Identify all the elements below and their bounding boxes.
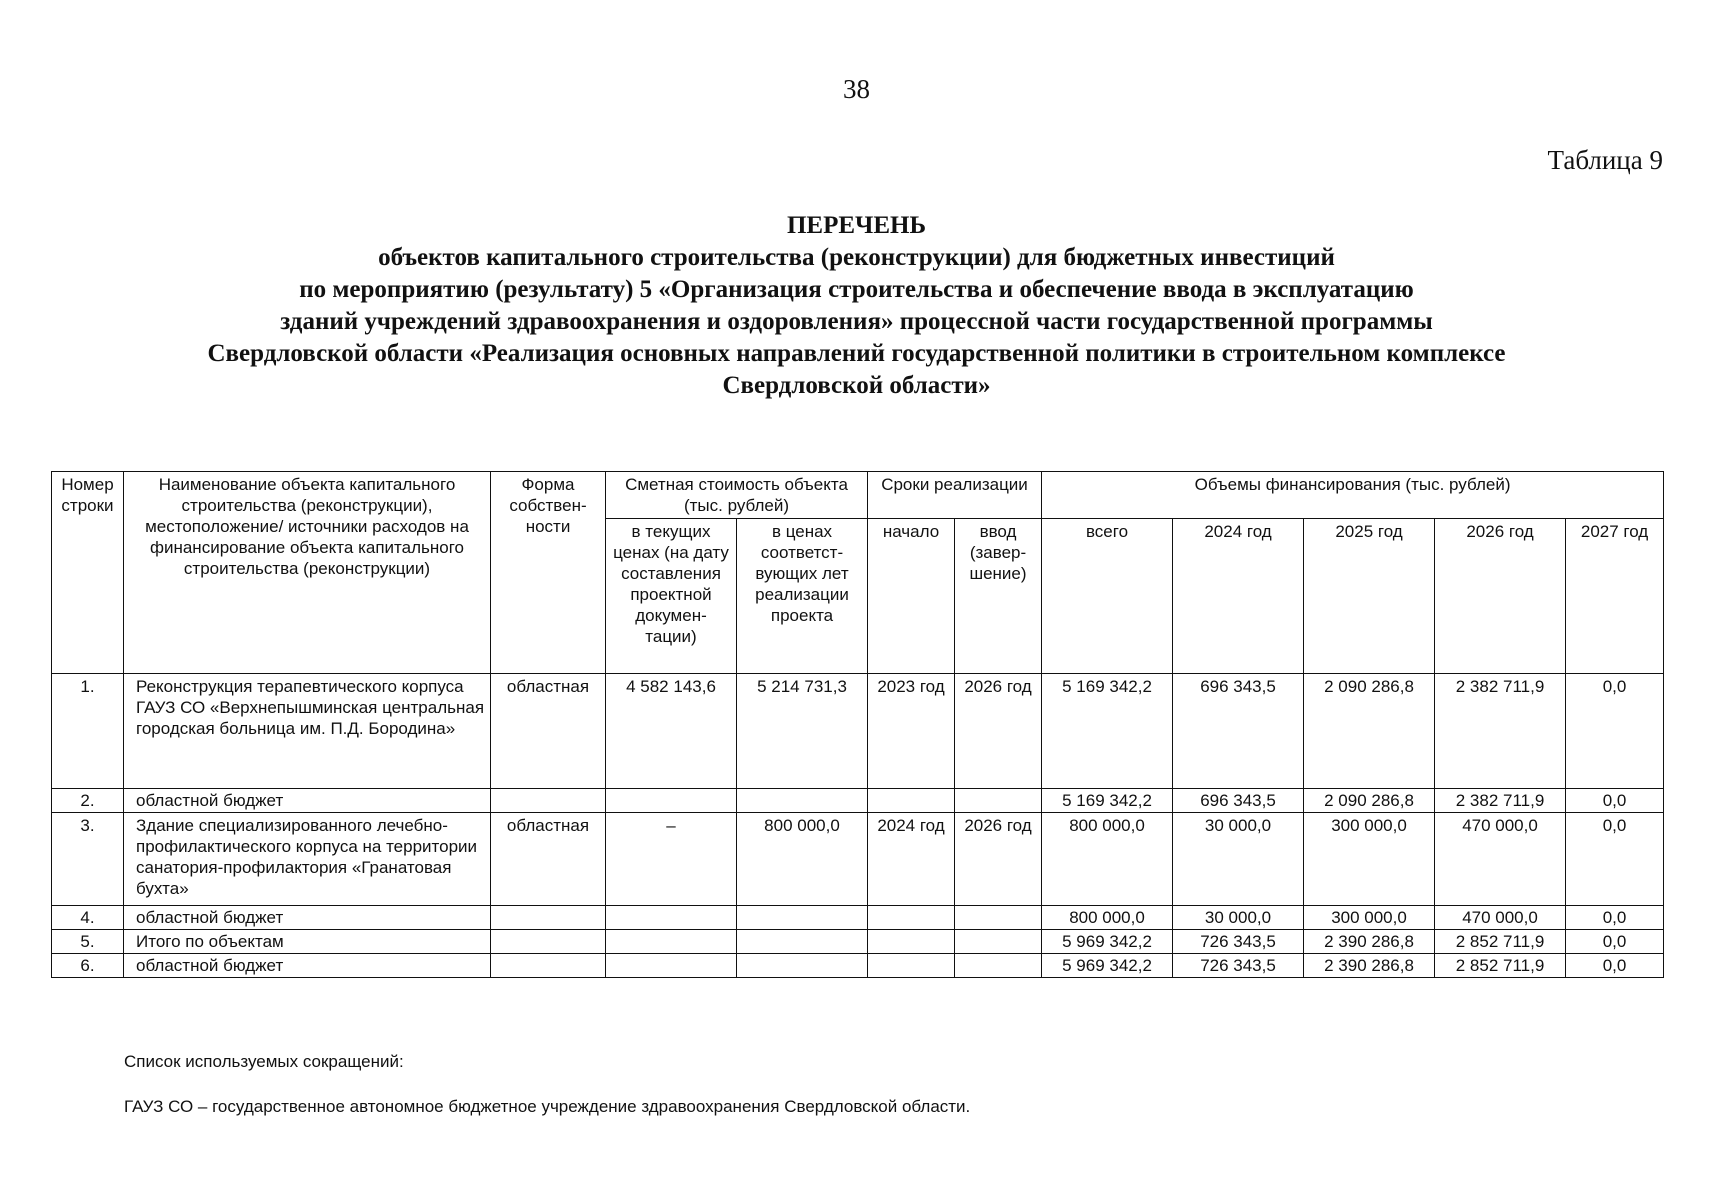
title-line: Свердловской области «Реализация основных направлений государственной политики в строительном комплексе (207, 340, 1506, 367)
cell-cost-years (737, 789, 868, 813)
title-line: объектов капитального строительства (реконструкции) для бюджетных инвестиций (378, 244, 1335, 271)
cell-2026: 470 000,0 (1435, 813, 1566, 906)
cell-2027: 0,0 (1566, 906, 1664, 930)
cell-start (868, 954, 955, 978)
table-row (52, 906, 1664, 930)
cell-2025: 2 390 286,8 (1304, 954, 1435, 978)
cell-cost-current (606, 789, 737, 813)
cell-2025: 300 000,0 (1304, 906, 1435, 930)
footnote-heading: Список используемых сокращений: (124, 1052, 404, 1071)
cell-ownership: областная (491, 674, 606, 789)
cell-2026: 2 852 711,9 (1435, 954, 1566, 978)
cell-2026: 2 382 711,9 (1435, 789, 1566, 813)
cell-2027: 0,0 (1566, 674, 1664, 789)
cell-num: 2. (52, 789, 124, 813)
page-number: 38 (843, 74, 870, 104)
footnote-abbreviation: ГАУЗ СО – государственное автономное бюджетное учреждение здравоохранения Свердловской области. (124, 1097, 971, 1116)
cell-cost-current (606, 930, 737, 954)
cell-cost-current (606, 954, 737, 978)
cell-2024: 30 000,0 (1173, 813, 1304, 906)
header-estimated-cost: Сметная стоимость объекта (тыс. рублей) (606, 472, 868, 519)
cell-2026: 470 000,0 (1435, 906, 1566, 930)
cell-num: 5. (52, 930, 124, 954)
header-total: всего (1042, 519, 1173, 674)
cell-start (868, 906, 955, 930)
cell-name: областной бюджет (124, 906, 491, 930)
cell-cost-years: 800 000,0 (737, 813, 868, 906)
header-row (52, 472, 1664, 519)
cell-cost-years (737, 954, 868, 978)
table-row (52, 789, 1664, 813)
cell-end (955, 954, 1042, 978)
cell-end (955, 789, 1042, 813)
document-title (40, 210, 1673, 402)
header-2024: 2024 год (1173, 519, 1304, 674)
cell-2024: 726 343,5 (1173, 954, 1304, 978)
table-label: Таблица 9 (1547, 145, 1663, 175)
cell-num: 1. (52, 674, 124, 789)
cell-end (955, 906, 1042, 930)
cell-2024: 696 343,5 (1173, 789, 1304, 813)
cell-2027: 0,0 (1566, 954, 1664, 978)
title-line: по мероприятию (результату) 5 «Организация строительства и обеспечение ввода в эксплуатацию (299, 276, 1414, 303)
cell-total: 5 169 342,2 (1042, 789, 1173, 813)
cell-2024: 30 000,0 (1173, 906, 1304, 930)
cell-total: 800 000,0 (1042, 813, 1173, 906)
cell-start: 2024 год (868, 813, 955, 906)
cell-name: областной бюджет (124, 954, 491, 978)
cell-cost-current: – (606, 813, 737, 906)
cell-ownership (491, 789, 606, 813)
header-cost-years: в ценах соответст- вующих лет реализации проекта (737, 519, 868, 674)
cell-2025: 2 090 286,8 (1304, 674, 1435, 789)
table-row (52, 930, 1664, 954)
cell-end: 2026 год (955, 674, 1042, 789)
cell-num: 3. (52, 813, 124, 906)
header-period-end: ввод (завер- шение) (955, 519, 1042, 674)
title-line: ПЕРЕЧЕНЬ (786, 212, 927, 239)
cell-total: 5 969 342,2 (1042, 930, 1173, 954)
header-2027: 2027 год (1566, 519, 1664, 674)
cell-ownership: областная (491, 813, 606, 906)
cell-2024: 726 343,5 (1173, 930, 1304, 954)
cell-end: 2026 год (955, 813, 1042, 906)
cell-2025: 2 090 286,8 (1304, 789, 1435, 813)
cell-2027: 0,0 (1566, 930, 1664, 954)
cell-cost-years: 5 214 731,3 (737, 674, 868, 789)
cell-total: 5 969 342,2 (1042, 954, 1173, 978)
cell-num: 4. (52, 906, 124, 930)
cell-ownership (491, 906, 606, 930)
cell-total: 5 169 342,2 (1042, 674, 1173, 789)
cell-cost-years (737, 930, 868, 954)
cell-2025: 2 390 286,8 (1304, 930, 1435, 954)
cell-2026: 2 382 711,9 (1435, 674, 1566, 789)
cell-cost-years (737, 906, 868, 930)
header-financing: Объемы финансирования (тыс. рублей) (1042, 472, 1664, 519)
cell-num: 6. (52, 954, 124, 978)
cell-total: 800 000,0 (1042, 906, 1173, 930)
header-2025: 2025 год (1304, 519, 1435, 674)
cell-2026: 2 852 711,9 (1435, 930, 1566, 954)
table-row (52, 674, 1664, 789)
cell-end (955, 930, 1042, 954)
header-row-number: Номер строки (52, 472, 124, 674)
header-cost-current: в текущих ценах (на дату составления проектной докумен- тации) (606, 519, 737, 674)
cell-cost-current: 4 582 143,6 (606, 674, 737, 789)
cell-name: Реконструкция терапевтического корпуса ГАУЗ СО «Верхнепышминская центральная городская больница им. П.Д. Бородина» (124, 674, 491, 789)
cell-name: Итого по объектам (124, 930, 491, 954)
header-2026: 2026 год (1435, 519, 1566, 674)
cell-2024: 696 343,5 (1173, 674, 1304, 789)
title-line: зданий учреждений здравоохранения и оздоровления» процессной части государственной программы (280, 308, 1433, 335)
cell-2027: 0,0 (1566, 789, 1664, 813)
cell-cost-current (606, 906, 737, 930)
cell-ownership (491, 954, 606, 978)
objects-table (51, 471, 1664, 978)
cell-name: Здание специализированного лечебно-профилактического корпуса на территории санатория-профилактория «Гранатовая бухта» (124, 813, 491, 906)
header-period-start: начало (868, 519, 955, 674)
cell-2025: 300 000,0 (1304, 813, 1435, 906)
cell-start: 2023 год (868, 674, 955, 789)
cell-ownership (491, 930, 606, 954)
header-periods: Сроки реализации (868, 472, 1042, 519)
cell-start (868, 930, 955, 954)
cell-2027: 0,0 (1566, 813, 1664, 906)
table-row (52, 813, 1664, 906)
cell-name: областной бюджет (124, 789, 491, 813)
header-name: Наименование объекта капитального строительства (реконструкции), местоположение/ источники расходов на финансирование объекта капитального строительства (реконструкции) (124, 472, 491, 674)
title-line: Свердловской области» (722, 372, 991, 399)
table-row (52, 954, 1664, 978)
cell-start (868, 789, 955, 813)
header-ownership: Форма собствен- ности (491, 472, 606, 674)
